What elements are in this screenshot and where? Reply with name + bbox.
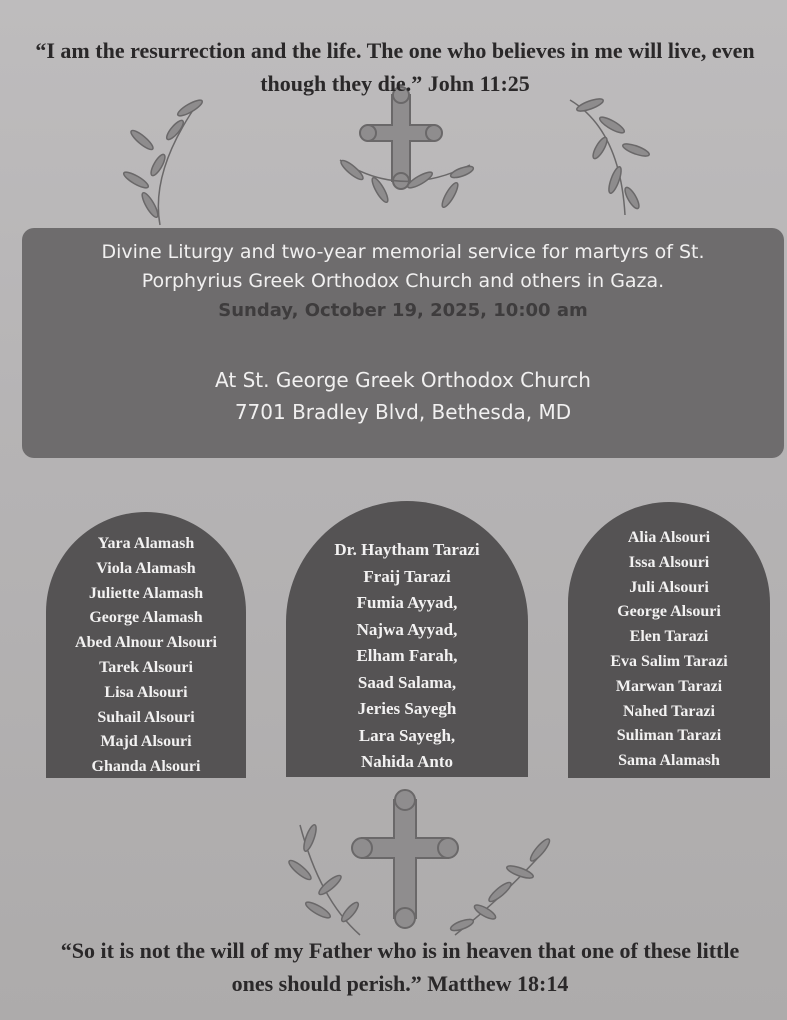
martyr-name: Juli Alsouri [629, 578, 709, 596]
event-venue [22, 364, 784, 428]
event-banner [22, 228, 784, 458]
venue-address: 7701 Bradley Blvd, Bethesda, MD [234, 400, 572, 424]
event-title-line: Porphyrius Greek Orthodox Church and others in Gaza. [141, 270, 665, 292]
names-list [286, 537, 528, 776]
event-title [22, 238, 784, 296]
martyr-name: George Alamash [89, 609, 203, 627]
bottom-scripture-quote: “So it is not the will of my Father who is in heaven that one of these little ones should perish.” Matthew 18:14 [60, 938, 740, 996]
martyr-name: Nahed Tarazi [622, 702, 715, 720]
martyr-name: George Alsouri [617, 603, 721, 621]
martyr-name: Lara Sayegh, [358, 725, 456, 745]
martyr-name: Sama Alamash [618, 752, 720, 770]
martyr-name: Tarek Alsouri [99, 658, 193, 676]
martyr-name: Ghanda Alsouri [91, 758, 201, 776]
olive-branch-icon [122, 98, 204, 225]
names-list [46, 532, 246, 780]
martyr-name: Majd Alsouri [100, 733, 192, 751]
martyr-name: Najwa Ayyad, [356, 619, 458, 639]
martyr-name: Lisa Alsouri [104, 683, 188, 701]
olive-branch-icon [449, 837, 552, 935]
martyr-name: Eva Salim Tarazi [610, 652, 728, 670]
martyr-name: Alia Alsouri [627, 529, 711, 546]
martyr-name: Suhail Alsouri [97, 708, 195, 726]
olive-branch-icon [287, 823, 361, 935]
names-list [568, 526, 770, 774]
martyr-name: Saad Salama, [357, 672, 457, 692]
event-date: Sunday, October 19, 2025, 10:00 am [218, 300, 588, 321]
martyr-name: Elen Tarazi [629, 628, 709, 646]
martyr-name: Nahida Anto [360, 752, 454, 771]
martyr-name: Abed Alnour Alsouri [75, 634, 217, 652]
names-tablet-right [568, 502, 770, 778]
event-title-line: Divine Liturgy and two-year memorial service for martyrs of St. [101, 241, 705, 263]
martyr-name: Dr. Haytham Tarazi [334, 540, 480, 559]
olive-branch-icon [570, 96, 651, 215]
martyr-name: Fraij Tarazi [363, 566, 451, 586]
martyr-name: Juliette Alamash [88, 584, 204, 602]
martyr-name: Issa Alsouri [628, 553, 710, 571]
martyr-name: Marwan Tarazi [615, 677, 723, 695]
martyr-name: Fumia Ayyad, [356, 593, 458, 612]
martyr-name: Elham Farah, [356, 646, 458, 665]
names-tablet-center [286, 501, 528, 777]
venue-name: At St. George Greek Orthodox Church [215, 368, 591, 392]
martyr-name: Suliman Tarazi [616, 727, 722, 745]
top-scripture-quote: “I am the resurrection and the life. The one who believes in me will live, even though they die.” John 11:25 [35, 38, 755, 96]
martyr-name: Yara Alamash [97, 535, 195, 552]
martyr-name: Jeries Sayegh [357, 699, 457, 718]
names-tablet-left [46, 512, 246, 778]
cross-icon [352, 790, 458, 928]
martyr-name: Viola Alamash [96, 559, 196, 577]
